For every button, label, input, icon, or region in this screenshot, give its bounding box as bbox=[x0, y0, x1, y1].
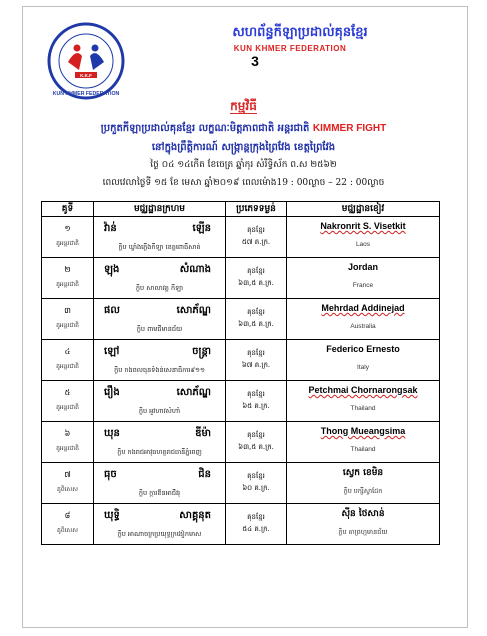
weight-value: ៦៣,៥ គ.ក្រ. bbox=[238, 279, 274, 287]
weight-value: ៥៧ គ.ក្រ. bbox=[241, 238, 271, 246]
bout-cell bbox=[42, 258, 94, 299]
page-number: 3 bbox=[251, 53, 259, 69]
red-corner-cell bbox=[94, 381, 226, 422]
red-fighter-club: ក្លិប ក្តារខ៊ិនអាជីវរុ bbox=[138, 489, 181, 497]
blue-fighter-name: Nakronrit S. Visetkit bbox=[320, 221, 406, 231]
blue-fighter-name: Petchmai Chornarongsak bbox=[308, 385, 418, 395]
header-weight-class: ប្រភេទទម្ងន់ bbox=[226, 202, 287, 217]
table-row bbox=[42, 463, 440, 504]
weight-discipline: គុនខ្មែរ bbox=[247, 390, 265, 398]
red-fighter-club: ក្លិប អួវហាវសំហាំ bbox=[138, 407, 181, 415]
federation-logo bbox=[44, 22, 128, 100]
bout-number: ២ bbox=[64, 265, 71, 274]
red-fighter-club: ក្លិប កងពលធុនទំងន់សេនាធិការ៩១១ bbox=[114, 366, 205, 374]
bout-cell bbox=[42, 217, 94, 258]
red-fighter-last-name: ឡើន bbox=[192, 223, 211, 234]
header-blue-corner: មជ្ឈដ្ឋានខៀវ bbox=[287, 202, 440, 217]
red-fighter-club: ក្លិប ឃ្វាំងភ្លើងកីឡា ខេត្តពោធិ៍សាត់ bbox=[118, 243, 201, 251]
weight-cell bbox=[226, 299, 287, 340]
bout-number: ៨ bbox=[64, 511, 71, 520]
blue-fighter-country: Laos bbox=[355, 241, 371, 248]
red-fighter-last-name: សោភ័ណ្ឌ bbox=[176, 387, 211, 398]
table-row bbox=[42, 340, 440, 381]
event-brand: KIMMER FIGHT bbox=[312, 123, 387, 134]
blue-fighter-country: Thailand bbox=[350, 446, 376, 453]
red-fighter-first-name: រឿង bbox=[104, 387, 120, 398]
blue-corner-cell bbox=[287, 504, 440, 545]
weight-discipline: គុនខ្មែរ bbox=[247, 472, 265, 480]
bout-number: ៦ bbox=[64, 429, 71, 438]
table-row bbox=[42, 258, 440, 299]
table-row bbox=[42, 217, 440, 258]
match-table bbox=[41, 201, 440, 545]
red-corner-cell bbox=[94, 463, 226, 504]
red-fighter-last-name: ចន្ត្រា bbox=[192, 346, 211, 357]
blue-corner-cell bbox=[287, 463, 440, 504]
blue-fighter-country: Italy bbox=[357, 364, 369, 371]
red-fighter-first-name: ឡុង bbox=[104, 264, 120, 275]
header-bout-number: គូទី bbox=[42, 202, 94, 217]
blue-corner-cell bbox=[287, 340, 440, 381]
red-corner-cell bbox=[94, 299, 226, 340]
blue-corner-cell bbox=[287, 299, 440, 340]
weight-discipline: គុនខ្មែរ bbox=[247, 308, 265, 316]
bout-number: ១ bbox=[64, 224, 71, 233]
red-fighter-first-name: ធុច bbox=[104, 469, 117, 480]
svg-text:KUN KHMER FEDERATION: KUN KHMER FEDERATION bbox=[52, 91, 120, 97]
red-corner-cell bbox=[94, 217, 226, 258]
program-line-date-khmer: ថ្ងៃ ០៤ ១៤កើត ខែចេត្រ ឆ្នាំកុរ សំរឹទ្ធិស័ក ព.ស ២៥៦២ bbox=[150, 160, 337, 170]
red-fighter-last-name: សាគ្គុនុត bbox=[179, 510, 211, 521]
bout-cell bbox=[42, 504, 94, 545]
red-fighter-first-name: វ៉ាន់ bbox=[104, 223, 117, 234]
red-corner-cell bbox=[94, 258, 226, 299]
bout-category: គូពិសេស bbox=[57, 486, 78, 493]
bout-cell bbox=[42, 422, 94, 463]
blue-fighter-country: ក្លិប បក្សីស្វាដែក bbox=[343, 488, 383, 495]
weight-value: ៥៤ គ.ក្រ. bbox=[242, 525, 270, 533]
red-fighter-first-name: ផល bbox=[104, 305, 120, 316]
bout-category: គូអន្តរជាតិ bbox=[56, 240, 79, 247]
program-line-venue: នៅក្នុងព្រឹត្តិការណ៍ សង្ក្រាន្តក្រុងព្រៃវែង ខេត្តព្រៃវែង bbox=[151, 142, 336, 153]
blue-fighter-name: Jordan bbox=[347, 262, 378, 272]
weight-value: ៦៣,៥ គ.ក្រ. bbox=[238, 320, 274, 328]
blue-fighter-name: Thong Mueangsima bbox=[320, 426, 406, 436]
bout-cell bbox=[42, 463, 94, 504]
table-header-row bbox=[42, 202, 440, 217]
red-fighter-last-name: សំណាង bbox=[179, 264, 211, 275]
red-fighter-club: ក្លិប កងរាជអាវុធហត្ថរាជធានីភ្នំពេញ bbox=[117, 448, 202, 456]
red-corner-cell bbox=[94, 504, 226, 545]
weight-discipline: គុនខ្មែរ bbox=[247, 349, 265, 357]
bout-category: គូពិសេស bbox=[57, 527, 78, 534]
weight-cell bbox=[226, 381, 287, 422]
bout-category: គូអន្តរជាតិ bbox=[56, 363, 79, 370]
program-line-event: ប្រកួតកីឡាប្រដាល់គុនខ្មែរ លក្ខណៈមិត្តភាពជាតិ អន្តរជាតិ KIMMER FIGHT bbox=[100, 123, 387, 134]
weight-discipline: គុនខ្មែរ bbox=[247, 513, 265, 521]
bout-category: គូអន្តរជាតិ bbox=[56, 445, 79, 452]
weight-cell bbox=[226, 340, 287, 381]
blue-corner-cell bbox=[287, 258, 440, 299]
red-fighter-last-name: ឌីម៉ា bbox=[195, 428, 211, 439]
red-fighter-last-name: សោភ័ណ្ឌ bbox=[176, 305, 211, 316]
blue-fighter-country: ក្លិប តាព្រហ្មមានជ័យ bbox=[338, 529, 388, 536]
table-row bbox=[42, 299, 440, 340]
header-red-corner: មជ្ឈដ្ឋានក្រហម bbox=[94, 202, 226, 217]
blue-fighter-country: Australia bbox=[350, 323, 376, 330]
weight-cell bbox=[226, 217, 287, 258]
bout-cell bbox=[42, 381, 94, 422]
red-corner-cell bbox=[94, 422, 226, 463]
bout-cell bbox=[42, 299, 94, 340]
weight-discipline: គុនខ្មែរ bbox=[247, 431, 265, 439]
program-title: កម្មវិធី bbox=[230, 99, 257, 113]
red-fighter-first-name: ឃុន bbox=[104, 428, 120, 439]
weight-cell bbox=[226, 463, 287, 504]
bout-category: គូអន្តរជាតិ bbox=[56, 404, 79, 411]
red-fighter-first-name: ឡៅ bbox=[104, 346, 120, 357]
federation-name-khmer: សហព័ន្ធកីឡាប្រដាល់គុនខ្មែរ bbox=[232, 25, 368, 40]
weight-cell bbox=[226, 422, 287, 463]
blue-fighter-name: ស្វេក ខេមិន bbox=[342, 468, 384, 478]
federation-name-english: KUN KHMER FEDERATION bbox=[233, 44, 347, 53]
blue-corner-cell bbox=[287, 422, 440, 463]
red-fighter-club: ក្លិប សាលាវគ្គ កីឡា bbox=[135, 284, 184, 292]
weight-value: ៦៣,៥ គ.ក្រ. bbox=[238, 443, 274, 451]
red-fighter-club: ក្លិប អាណាចក្រប្រយុទ្ធក្រងៀកមាស bbox=[117, 530, 202, 538]
blue-corner-cell bbox=[287, 381, 440, 422]
table-row bbox=[42, 422, 440, 463]
red-fighter-club: ក្លិប ពាមជីមានជ័យ bbox=[136, 325, 183, 333]
weight-discipline: គុនខ្មែរ bbox=[247, 226, 265, 234]
bout-category: គូអន្តរជាតិ bbox=[56, 322, 79, 329]
weight-cell bbox=[226, 258, 287, 299]
blue-fighter-country: Thailand bbox=[350, 405, 376, 412]
blue-fighter-name: Mehrdad Addinejad bbox=[321, 303, 405, 313]
table-row bbox=[42, 504, 440, 545]
bout-cell bbox=[42, 340, 94, 381]
blue-fighter-country: France bbox=[352, 282, 374, 289]
red-fighter-last-name: ជិន bbox=[198, 469, 211, 480]
bout-number: ៧ bbox=[64, 470, 71, 479]
blue-fighter-name: ស៊ីន ថៃសាន់ bbox=[341, 509, 385, 519]
bout-number: ៥ bbox=[64, 388, 71, 397]
weight-cell bbox=[226, 504, 287, 545]
table-row bbox=[42, 381, 440, 422]
bout-category: គូអន្តរជាតិ bbox=[56, 281, 79, 288]
weight-discipline: គុនខ្មែរ bbox=[247, 267, 265, 275]
blue-fighter-name: Federico Ernesto bbox=[326, 344, 400, 354]
svg-text:K.K.F: K.K.F bbox=[80, 73, 92, 78]
weight-value: ៦៧ គ.ក្រ. bbox=[241, 361, 271, 369]
weight-value: ៦០ គ.ក្រ. bbox=[242, 484, 270, 492]
red-corner-cell bbox=[94, 340, 226, 381]
bout-number: ៣ bbox=[64, 306, 71, 315]
weight-value: ៦៥ គ.ក្រ. bbox=[242, 402, 270, 410]
blue-corner-cell bbox=[287, 217, 440, 258]
bout-number: ៤ bbox=[64, 347, 71, 356]
red-fighter-first-name: ឃុទ្ធិ bbox=[104, 510, 120, 521]
program-line-time: ពេលវេលាថ្ងៃទី ១៥ ខែ មេសា ឆ្នាំ២០១៩ ពេលម៉ោង19 : 00ល្ងាច – 22 : 00ល្ងាច bbox=[102, 178, 385, 188]
